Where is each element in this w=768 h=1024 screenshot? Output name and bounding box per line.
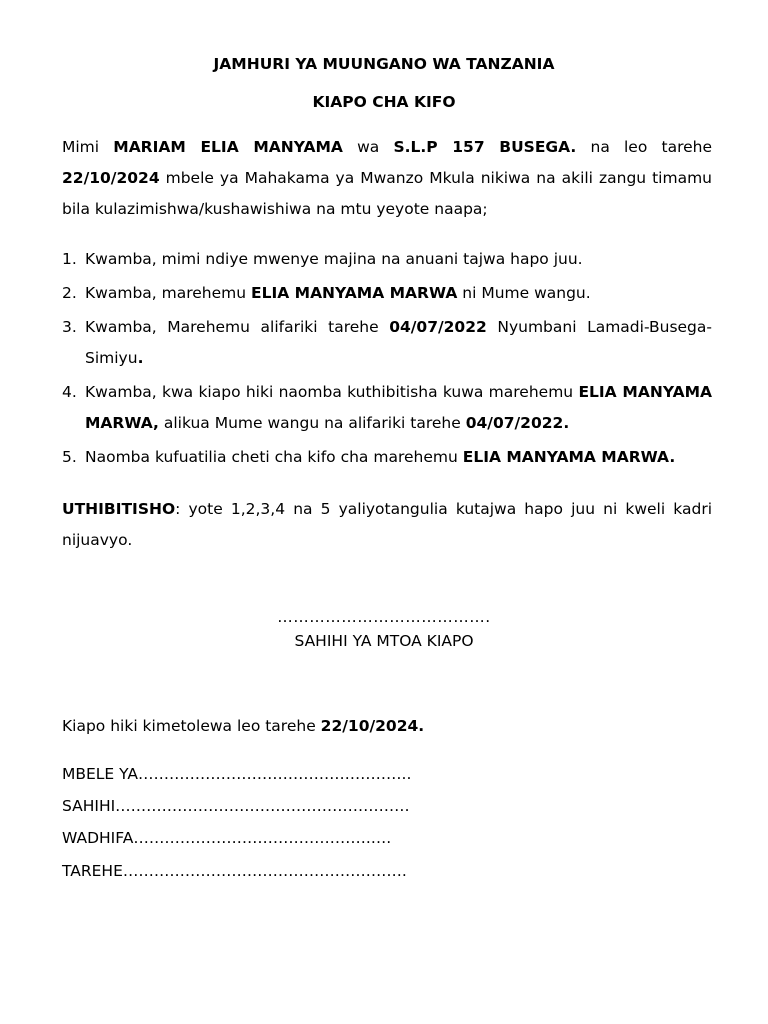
- item-text: Kwamba, Marehemu alifariki tarehe: [85, 318, 390, 336]
- field-wadhifa: WADHIFA……………………………………….….: [62, 829, 392, 847]
- oath-date: 22/10/2024: [62, 169, 160, 187]
- document-title: KIAPO CHA KIFO: [312, 93, 456, 111]
- item-number: 2.: [62, 284, 77, 302]
- list-item: [62, 442, 712, 473]
- item-bold: 04/07/2022.: [465, 414, 570, 432]
- field-mbele-ya: MBELE YA……………………………………………..: [62, 765, 412, 783]
- intro-paragraph: [62, 132, 712, 225]
- item-number: 5.: [62, 448, 77, 466]
- intro-text: na leo tarehe: [576, 138, 712, 156]
- confirmation-text: : yote 1,2,3,4 na 5 yaliyotangulia kutajwa hapo juu ni kweli kadri nijuavyo.: [62, 500, 712, 549]
- list-item: [62, 278, 712, 309]
- list-item: [62, 377, 712, 439]
- item-bold: ELIA MANYAMA MARWA: [251, 284, 458, 302]
- item-bold: ELIA MANYAMA MARWA.: [462, 448, 676, 466]
- list-item: [62, 312, 712, 374]
- deponent-name: MARIAM ELIA MANYAMA: [113, 138, 343, 156]
- field-tarehe: TAREHE……………………………………………….: [62, 862, 407, 880]
- intro-text: wa: [342, 138, 394, 156]
- item-number: 4.: [62, 383, 77, 401]
- item-text: Naomba kufuatilia cheti cha kifo cha marehemu: [85, 448, 463, 466]
- item-text: Kwamba, marehemu: [85, 284, 252, 302]
- field-sahihi: SAHIHI…………………………………………………: [62, 797, 410, 815]
- deponent-address: S.L.P 157 BUSEGA.: [393, 138, 577, 156]
- confirmation-paragraph: [62, 494, 712, 556]
- item-bold: .: [137, 349, 144, 367]
- administered-text: Kiapo hiki kimetolewa leo tarehe: [62, 717, 321, 735]
- administered-statement: [62, 712, 424, 740]
- administered-date: 22/10/2024.: [320, 717, 425, 735]
- item-text: Kwamba, kwa kiapo hiki naomba kuthibitisha kuwa marehemu: [85, 383, 579, 401]
- item-text: alikua Mume wangu na alifariki tarehe: [158, 414, 466, 432]
- item-text: Nyumbani Lamadi-Busega-Simiyu: [85, 318, 712, 367]
- statements-list: [62, 244, 712, 476]
- signature-line: ………………………………….: [277, 608, 491, 626]
- item-bold: 04/07/2022: [389, 318, 487, 336]
- item-text: Kwamba, mimi ndiye mwenye majina na anuani tajwa hapo juu.: [85, 250, 583, 268]
- signature-label: SAHIHI YA MTOA KIAPO: [294, 632, 474, 650]
- intro-text: Mimi: [62, 138, 114, 156]
- item-number: 3.: [62, 318, 77, 336]
- confirmation-label: UTHIBITISHO: [62, 500, 176, 518]
- republic-heading: JAMHURI YA MUUNGANO WA TANZANIA: [213, 55, 555, 73]
- item-number: 1.: [62, 250, 77, 268]
- list-item: [62, 244, 712, 275]
- item-text: ni Mume wangu.: [457, 284, 591, 302]
- intro-text: mbele ya Mahakama ya Mwanzo Mkula nikiwa na akili zangu timamu bila kulazimishwa/kushawishiwa na mtu yeyote naapa;: [62, 169, 712, 218]
- item-bold: ELIA MANYAMA MARWA,: [85, 383, 712, 432]
